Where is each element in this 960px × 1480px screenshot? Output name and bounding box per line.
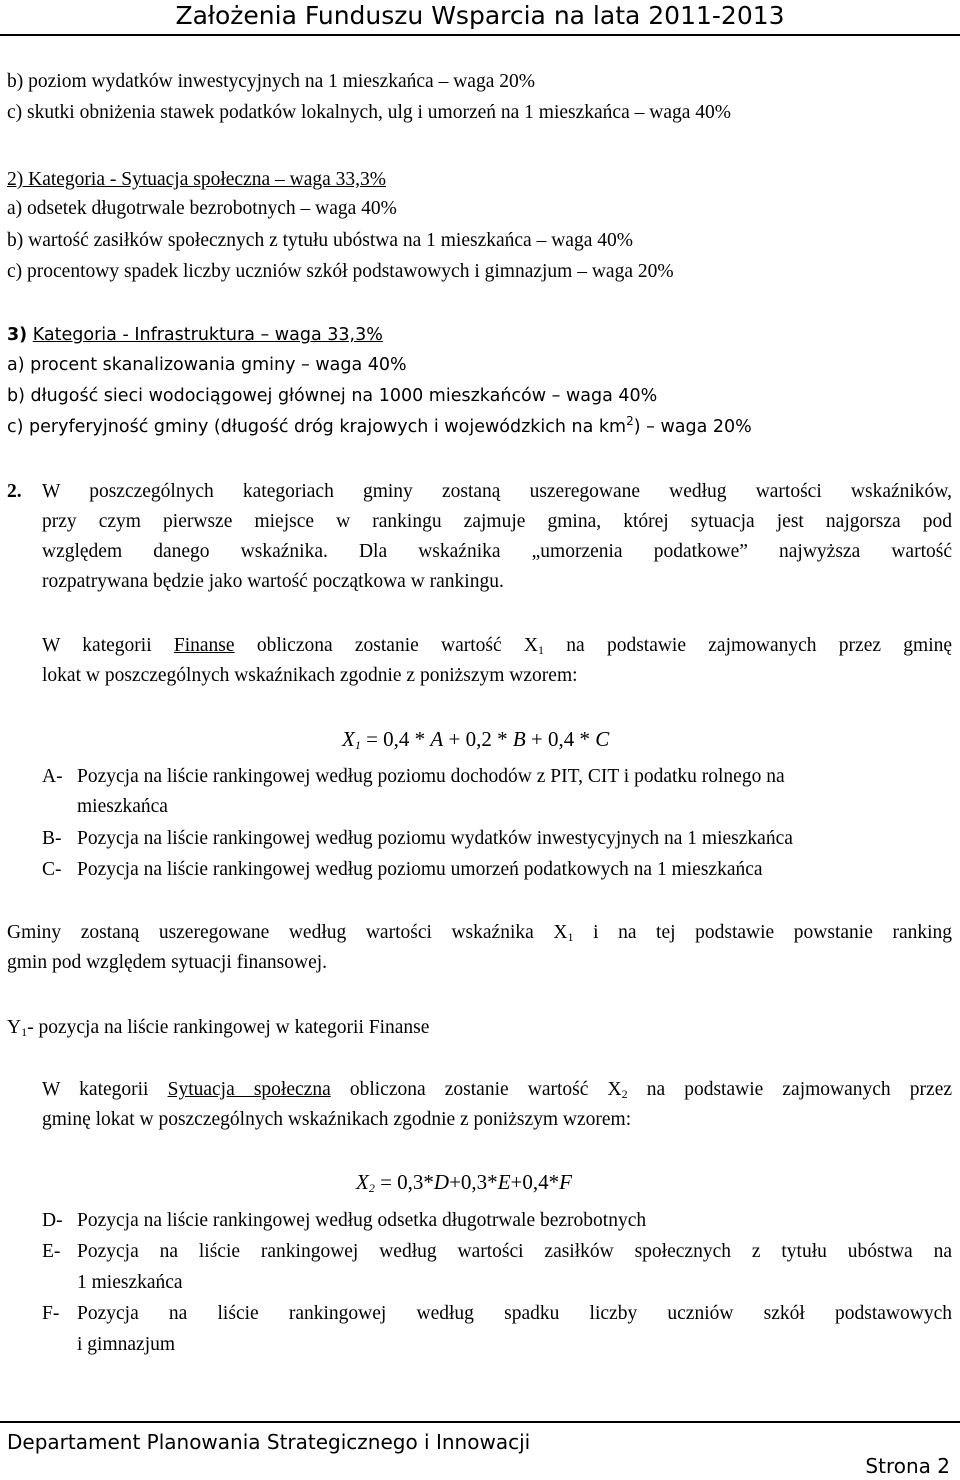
footer-divider [0, 1421, 960, 1423]
spoleczna-paragraph: W kategorii Sytuacja społeczna obliczona zostanie wartość $X_2$ na podstawie zajmowanych przez [42, 1079, 952, 1101]
criterion-line: c) peryferyjność gminy (długość dróg krajowych i wojewódzkich na $km^2$) – waga 20% [7, 414, 752, 437]
spoleczna-term: Sytuacja społeczna [167, 1079, 331, 1100]
finanse-paragraph-line2: lokat w poszczególnych wskaźnikach zgodnie z poniższym wzorem: [42, 665, 578, 686]
page-number: Strona 2 [865, 1454, 950, 1478]
criterion-line: c) procentowy spadek liczby uczniów szkół podstawowych i gimnazjum – waga 20% [7, 261, 674, 282]
page-header-title: Założenia Funduszu Wsparcia na lata 2011-2013 [175, 1, 785, 30]
definition-text-e: Pozycja na liście rankingowej według wartości zasiłków społecznych z tytułu ubóstwa na [77, 1241, 952, 1262]
category-2-heading: 2) Kategoria - Sytuacja społeczna – waga 33,3% [7, 169, 387, 190]
header-divider [0, 34, 960, 36]
definition-label-a: A- [42, 766, 63, 787]
category-3-title: Kategoria - Infrastruktura – waga 33,3% [32, 325, 383, 345]
finanse-summary: Gminy zostaną uszeregowane według wartości wskaźnika $X_1$ i na tej podstawie powstanie ranking [7, 922, 953, 944]
criterion-line: b) wartość zasiłków społecznych z tytułu ubóstwa na 1 mieszkańca – waga 40% [7, 230, 633, 251]
definition-label-d: D- [42, 1210, 63, 1231]
formula-x1: $X_1 = 0,4 * A + 0,2 * B + 0,4 * C$ [342, 727, 610, 752]
finanse-summary-line2: gmin pod względem sytuacji finansowej. [7, 952, 328, 973]
footer-department: Departament Planowania Strategicznego i Innowacji [7, 1430, 531, 1454]
criterion-line: c) skutki obniżenia stawek podatków lokalnych, ulg i umorzeń na 1 mieszkańca – waga 40% [7, 102, 731, 123]
definition-label-f: F- [42, 1303, 60, 1324]
category-3-number: 3) [7, 325, 28, 345]
criterion-line: a) odsetek długotrwale bezrobotnych – waga 40% [7, 198, 397, 219]
definition-text-f-cont: i gimnazjum [77, 1334, 176, 1355]
definition-label-b: B- [42, 828, 62, 849]
definition-text-e-cont: 1 mieszkańca [77, 1272, 183, 1293]
definition-text-c: Pozycja na liście rankingowej według poziomu umorzeń podatkowych na 1 mieszkańca [77, 859, 763, 880]
point-2-line: przy czym pierwsze miejsce w rankingu zajmuje gmina, której sytuacja jest najgorsza pod [42, 511, 952, 532]
category-3-heading [7, 323, 383, 347]
y1-definition: $Y_1-$ pozycja na liście rankingowej w kategorii Finanse [7, 1017, 430, 1039]
definition-text-a: Pozycja na liście rankingowej według poziomu dochodów z PIT, CIT i podatku rolnego na [77, 766, 785, 787]
definition-text-a-cont: mieszkańca [77, 796, 168, 817]
point-2-line: rozpatrywana będzie jako wartość początkowa w rankingu. [42, 571, 504, 592]
definition-text-f: Pozycja na liście rankingowej według spadku liczby uczniów szkół podstawowych [77, 1303, 952, 1324]
spoleczna-paragraph-line2: gminę lokat w poszczególnych wskaźnikach zgodnie z poniższym wzorem: [42, 1109, 632, 1130]
criterion-line: a) procent skanalizowania gminy – waga 40% [7, 355, 407, 375]
finanse-term: Finanse [173, 635, 235, 656]
point-2-line: względem danego wskaźnika. Dla wskaźnika „umorzenia podatkowe” najwyższa wartość [42, 541, 952, 562]
point-2-line: W poszczególnych kategoriach gminy zostaną uszeregowane według wartości wskaźników, [42, 481, 952, 502]
formula-x2: $X_2 = 0,3*D+0,3*E+0,4*F$ [356, 1170, 572, 1195]
finanse-paragraph: W kategorii Finanse obliczona zostanie wartość $X_1$ na podstawie zajmowanych przez gminę [42, 635, 953, 657]
definition-text-d: Pozycja na liście rankingowej według odsetka długotrwale bezrobotnych [77, 1210, 647, 1231]
point-2-number: 2. [7, 481, 22, 502]
definition-label-c: C- [42, 859, 62, 880]
definition-label-e: E- [42, 1241, 61, 1262]
criterion-line: b) poziom wydatków inwestycyjnych na 1 mieszkańca – waga 20% [7, 71, 535, 92]
criterion-line: b) długość sieci wodociągowej głównej na 1000 mieszkańców – waga 40% [7, 386, 658, 406]
definition-text-b: Pozycja na liście rankingowej według poziomu wydatków inwestycyjnych na 1 mieszkańca [77, 828, 793, 849]
